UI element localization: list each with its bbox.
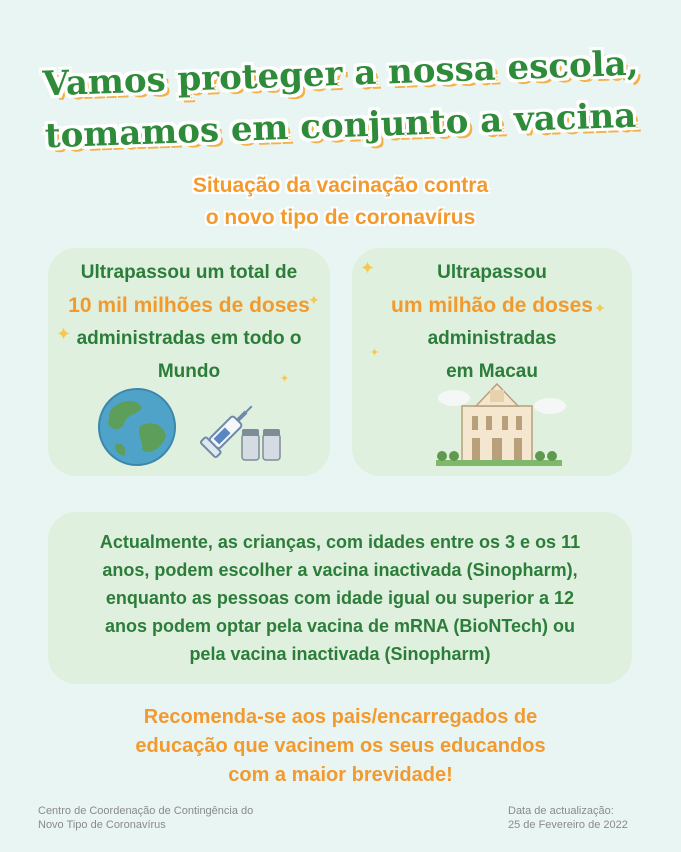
macau-card-line1: Ultrapassou xyxy=(437,262,547,283)
footer-org-line2: Novo Tipo de Coronavírus xyxy=(38,819,166,831)
info-line3: enquanto as pessoas com idade igual ou superior a 12 xyxy=(105,588,575,608)
footer-org-line1: Centro de Coordenação de Contingência do xyxy=(38,805,254,817)
age-eligibility-info-box xyxy=(48,512,632,684)
ruins-of-st-paul-icon xyxy=(424,376,574,472)
info-line1: Actualmente, as crianças, com idades entre os 3 e os 11 xyxy=(99,532,581,552)
macau-card-line4: em Macau xyxy=(446,361,538,382)
world-card-line4: Mundo xyxy=(157,361,221,382)
macau-doses-card xyxy=(352,248,632,476)
footer-date-value: 25 de Fevereiro de 2022 xyxy=(508,819,628,831)
info-line5: pela vacina inactivada (Sinopharm) xyxy=(189,644,491,664)
earth-globe-icon xyxy=(96,386,178,468)
recommendation-text xyxy=(0,703,681,790)
poster-title-line1: Vamos proteger a nossa escola, xyxy=(41,43,640,105)
sparkle-icon: ✦ xyxy=(308,292,320,308)
vaccine-vials-icon xyxy=(240,426,284,462)
info-line4: anos podem optar pela vacina de mRNA (BioNTech) ou xyxy=(104,616,576,636)
footer-organization xyxy=(38,804,253,832)
world-card-highlight: 10 mil milhões de doses xyxy=(68,294,310,317)
footer-date-label: Data de actualização: xyxy=(508,805,614,817)
info-line2: anos, podem escolher a vacina inactivada (Sinopharm), xyxy=(102,560,578,580)
subtitle-line1: Situação da vacinação contra xyxy=(192,174,489,197)
macau-card-highlight: um milhão de doses xyxy=(391,294,593,317)
recommendation-line2: educação que vacinem os seus educandos xyxy=(135,735,546,757)
sparkle-icon: ✦ xyxy=(280,373,290,385)
world-card-line1: Ultrapassou um total de xyxy=(80,262,298,283)
world-doses-card xyxy=(48,248,330,476)
footer-update-date xyxy=(508,804,628,832)
recommendation-line1: Recomenda-se aos pais/encarregados de xyxy=(143,706,538,728)
subtitle-line2: o novo tipo de coronavírus xyxy=(205,206,476,229)
recommendation-line3: com a maior brevidade! xyxy=(228,764,453,786)
sparkle-icon: ✦ xyxy=(360,258,376,278)
sparkle-icon: ✦ xyxy=(56,324,72,344)
world-card-line3: administradas em todo o xyxy=(76,328,302,349)
sparkle-icon: ✦ xyxy=(594,300,606,316)
sparkle-icon: ✦ xyxy=(370,347,380,359)
macau-card-line3: administradas xyxy=(427,328,557,349)
poster-title-line2: tomamos em conjunto a vacina xyxy=(44,95,637,157)
